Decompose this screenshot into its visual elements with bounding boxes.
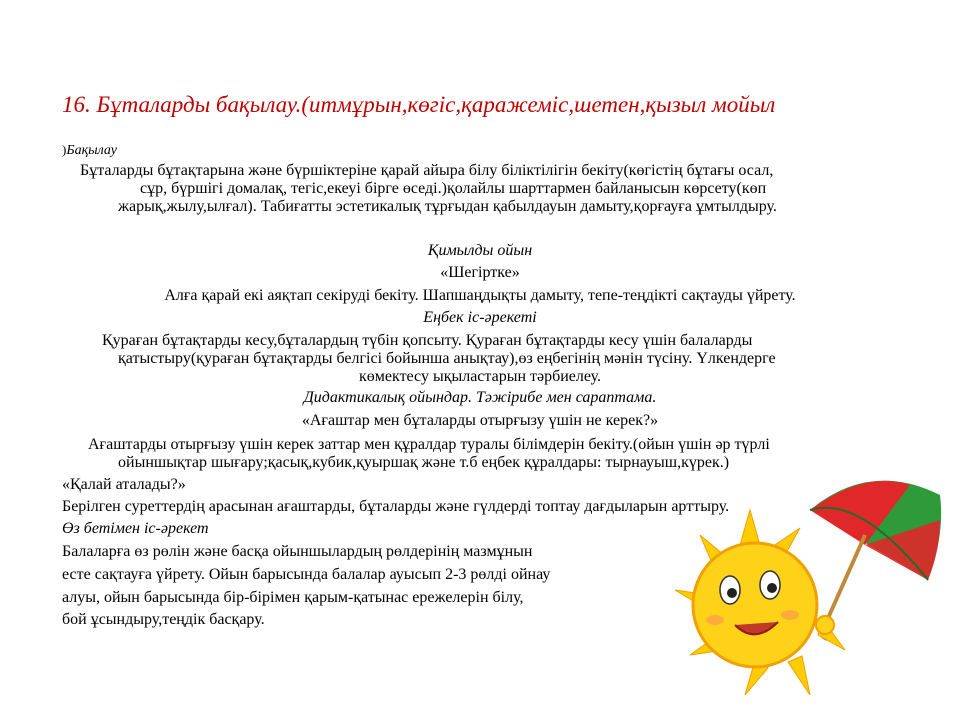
work-line-1: Қураған бұтақтарды кесу,бұталардың түбін қопсыту. Қураған бұтақтарды кесу үшін балаларды [102,332,753,349]
didactic-line-1: Ағаштарды отырғызу үшін керек заттар мен құралдар туралы білімдерін бекіту.(ойын үшін әр түрлі [88,436,770,453]
work-heading: Еңбек іс-әрекеті [423,309,537,326]
observation-line-3: жарық,жылу,ылғал). Табиғатты эстетикалық тұрғыдан қабылдауын дамыту,қорғауға ұмтылдыру. [118,198,777,215]
game-goal: Алға қарай екі аяқтап секіруді бекіту. Шапшаңдықты дамыту, тепе-теңдікті сақтауды үйрету. [164,287,796,304]
work-line-3: көмектесу ықыластарын тәрбиелеу. [359,368,601,385]
free-line-4: бой ұсындыру,теңдік басқару. [62,611,265,628]
free-line-3: алуы, ойын барысында бір-бірімен қарым-қатынас ережелерін білу, [62,589,524,606]
game-heading: Қимылды ойын [427,242,533,259]
free-line-1: Балаларға өз рөлін және басқа ойыншылардың рөлдерінің мазмұнын [62,543,533,560]
game-name: «Шегіртке» [440,264,520,281]
observation-label-row [62,141,117,160]
didactic-game2-name: «Қалай аталады?» [62,476,186,493]
didactic-heading: Дидактикалық ойындар. Тәжірибе мен сараптама. [303,389,657,406]
sun-umbrella-icon [660,440,960,720]
observation-prefix: ) [62,142,67,157]
didactic-game2-goal: Берілген суреттердің арасынан ағаштарды, бұталарды және гүлдерді топтау дағдыларын арттыру. [62,498,730,515]
didactic-question: «Ағаштар мен бұталарды отырғызу үшін не керек?» [301,412,659,429]
umbrella-icon [810,481,941,639]
observation-label: Бақылау [66,143,117,158]
sun-face [693,543,817,667]
slide-title: 16. Бұталарды бақылау.(итмұрын,көгіс,қаражеміс,шетен,қызыл мойыл [62,92,776,117]
free-line-2: есте сақтауға үйрету. Ойын барысында балалар ауысып 2-3 рөлді ойнау [62,566,551,583]
observation-line-2: сұр, бүршігі домалақ, тегіс,екеуі бірге өседі.)қолайлы шарттармен байланысын көрсету(көп [140,180,767,197]
free-heading: Өз бетімен іс-әрекет [62,520,209,537]
sun-umbrella-illustration [660,440,960,720]
didactic-line-2: ойыншықтар шығару;қасық,кубик,қуыршақ және т.б еңбек құралдары: тырнауыш,күрек.) [118,454,730,471]
observation-line-1: Бұталарды бұтақтарына және бүршіктеріне қарай айыра білу біліктілігін бекіту(көгістің бұтағы осал, [80,162,774,179]
work-line-2: қатыстыру(қураған бұтақтарды белгісі бойынша анықтау),өз еңбегінің мәнін түсіну. Үлкендерге [118,350,776,367]
